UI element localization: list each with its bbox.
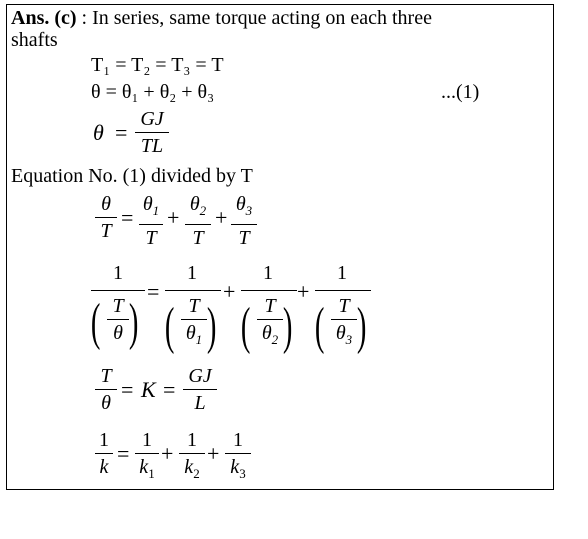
fraction-1-k1 bbox=[135, 429, 159, 485]
equals-sign: = bbox=[163, 377, 176, 402]
right-paren: ) bbox=[356, 298, 367, 355]
subscript: 1 bbox=[152, 203, 160, 218]
fraction-bar bbox=[107, 319, 129, 320]
plus-sign: + bbox=[167, 205, 180, 230]
fraction-bar bbox=[241, 290, 297, 291]
denominator: k bbox=[99, 456, 109, 478]
plus-sign: + bbox=[297, 279, 310, 304]
denominator bbox=[257, 322, 283, 351]
equation-reference: ...(1) bbox=[441, 81, 480, 103]
denominator: L bbox=[194, 392, 206, 414]
k: k bbox=[230, 456, 240, 478]
numerator: T bbox=[100, 365, 112, 387]
fraction-bar bbox=[91, 290, 145, 291]
fraction-bar bbox=[231, 224, 257, 225]
equals-sign: = bbox=[117, 441, 130, 466]
k: k bbox=[184, 456, 194, 478]
subscript: 2 bbox=[193, 466, 200, 481]
numerator: T bbox=[188, 295, 200, 317]
left-paren: ( bbox=[90, 294, 101, 351]
denominator: T bbox=[192, 227, 204, 249]
right-paren: ) bbox=[206, 298, 217, 355]
numerator: 1 bbox=[99, 429, 109, 451]
equals-sign: = bbox=[115, 120, 128, 145]
fraction-1-k2 bbox=[179, 429, 205, 485]
fraction-bar bbox=[95, 217, 117, 218]
plus-sign: + bbox=[207, 441, 220, 466]
denominator bbox=[135, 456, 159, 485]
theta: θ bbox=[189, 193, 200, 215]
numerator-one: 1 bbox=[337, 262, 347, 284]
fraction-theta1-T bbox=[139, 193, 163, 249]
numerator: GJ bbox=[140, 108, 164, 130]
left-paren: ( bbox=[164, 298, 175, 355]
equals-sign: = bbox=[147, 279, 160, 304]
fraction-bar bbox=[95, 453, 113, 454]
numerator: T bbox=[264, 295, 276, 317]
fraction-bar bbox=[181, 319, 207, 320]
denominator: T bbox=[238, 227, 250, 249]
fraction-bar bbox=[257, 319, 283, 320]
fraction-bar bbox=[135, 453, 159, 454]
fraction-theta-T bbox=[95, 193, 117, 242]
theta: θ bbox=[261, 322, 272, 344]
subscript: 3 bbox=[239, 466, 246, 481]
fraction-bar bbox=[331, 319, 357, 320]
subscript: 1 bbox=[148, 466, 155, 481]
numerator: T bbox=[338, 295, 350, 317]
numerator: T bbox=[112, 295, 124, 317]
equation-theta-sum: θ = θ₁ + θ₂ + θ₃ bbox=[91, 81, 215, 103]
fraction-bar bbox=[95, 389, 117, 390]
fraction-bar bbox=[315, 290, 371, 291]
fraction-T-theta bbox=[107, 295, 129, 344]
answer-box bbox=[6, 4, 554, 490]
answer-label: Ans. (c) bbox=[11, 7, 77, 29]
fraction-bar bbox=[185, 224, 211, 225]
fraction-T-theta2 bbox=[257, 295, 283, 351]
numerator-one: 1 bbox=[187, 262, 197, 284]
numerator: 1 bbox=[187, 429, 197, 451]
numerator-one: 1 bbox=[263, 262, 273, 284]
fraction-bar bbox=[179, 453, 205, 454]
fraction-gj-tl bbox=[135, 108, 169, 157]
fraction-T-theta bbox=[95, 365, 117, 414]
numerator bbox=[139, 193, 163, 222]
subscript: 2 bbox=[199, 203, 207, 218]
divide-text: Equation No. (1) divided by T bbox=[11, 165, 253, 187]
intro-text: : In series, same torque acting on each three bbox=[76, 7, 432, 29]
fraction-gj-l bbox=[183, 365, 217, 414]
denominator: TL bbox=[140, 135, 164, 157]
fraction-bar bbox=[135, 132, 169, 133]
intro-line-1 bbox=[11, 6, 432, 30]
right-paren: ) bbox=[282, 298, 293, 355]
subscript: 1 bbox=[195, 332, 203, 347]
left-paren: ( bbox=[240, 298, 251, 355]
numerator: 1 bbox=[142, 429, 152, 451]
denominator bbox=[181, 322, 207, 351]
fraction-theta3-T bbox=[231, 193, 257, 249]
subscript: 2 bbox=[271, 332, 279, 347]
denominator bbox=[179, 456, 205, 485]
numerator bbox=[185, 193, 211, 222]
fraction-theta2-T bbox=[185, 193, 211, 249]
subscript: 3 bbox=[245, 203, 253, 218]
denominator: θ bbox=[101, 392, 111, 414]
fraction-bar bbox=[183, 389, 217, 390]
plus-sign: + bbox=[223, 279, 236, 304]
denominator: T bbox=[145, 227, 157, 249]
equals-sign: = bbox=[121, 377, 134, 402]
denominator: T bbox=[100, 220, 112, 242]
plus-sign: + bbox=[215, 205, 228, 230]
denominator bbox=[331, 322, 357, 351]
k: k bbox=[139, 456, 149, 478]
fraction-bar bbox=[165, 290, 221, 291]
equals-sign: = bbox=[121, 205, 134, 230]
numerator bbox=[231, 193, 257, 222]
fraction-bar bbox=[139, 224, 163, 225]
theta-symbol: θ bbox=[93, 120, 104, 145]
left-paren: ( bbox=[314, 298, 325, 355]
stiffness-symbol: K bbox=[141, 377, 156, 402]
theta: θ bbox=[235, 193, 246, 215]
intro-line-2: shafts bbox=[11, 29, 58, 51]
fraction-T-theta1 bbox=[181, 295, 207, 351]
fraction-bar bbox=[225, 453, 251, 454]
right-paren: ) bbox=[128, 294, 139, 351]
fraction-1-k bbox=[95, 429, 113, 478]
numerator: θ bbox=[101, 193, 111, 215]
plus-sign: + bbox=[161, 441, 174, 466]
fraction-1-k3 bbox=[225, 429, 251, 485]
subscript: 3 bbox=[345, 332, 353, 347]
denominator bbox=[225, 456, 251, 485]
numerator: 1 bbox=[233, 429, 243, 451]
denominator: θ bbox=[113, 322, 123, 344]
numerator-one: 1 bbox=[113, 262, 123, 284]
theta: θ bbox=[335, 322, 346, 344]
theta: θ bbox=[185, 322, 196, 344]
theta: θ bbox=[142, 193, 153, 215]
numerator: GJ bbox=[188, 365, 212, 387]
equation-torque: T₁ = T₂ = T₃ = T bbox=[91, 54, 224, 76]
fraction-T-theta3 bbox=[331, 295, 357, 351]
